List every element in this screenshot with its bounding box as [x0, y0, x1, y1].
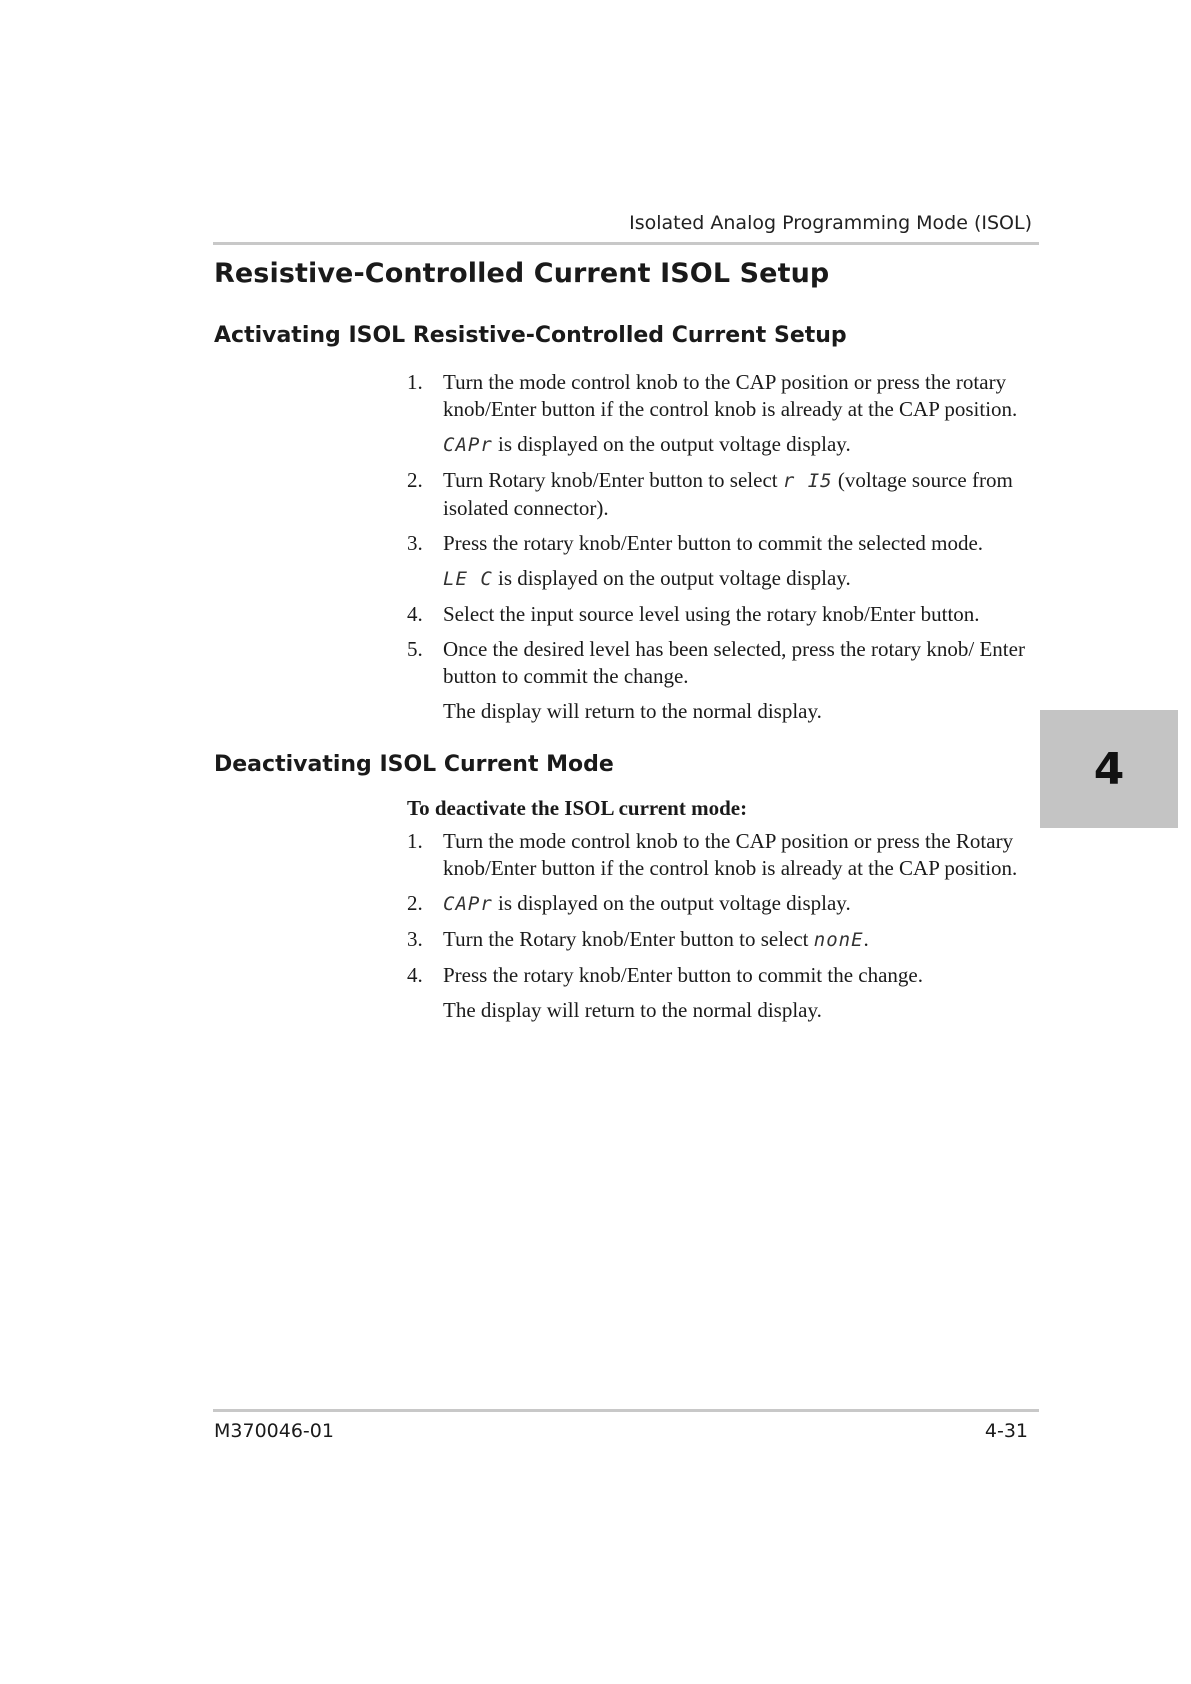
deactivating-heading: Deactivating ISOL Current Mode	[214, 752, 614, 777]
step-text: Once the desired level has been selected, press the rotary knob/ Enter button to commit the change.	[443, 637, 1025, 688]
chapter-tab	[1040, 710, 1178, 828]
doc-number: M370046-01	[214, 1420, 334, 1442]
step-note: The display will return to the normal display.	[443, 998, 822, 1022]
step-note: LE C is displayed on the output voltage display.	[443, 566, 851, 590]
lcd-readout: CAPr	[443, 434, 493, 456]
list-item	[0, 601, 1043, 628]
running-header: Isolated Analog Programming Mode (ISOL)	[629, 212, 1032, 234]
step-text: Press the rotary knob/Enter button to commit the selected mode.	[443, 531, 984, 555]
header-rule	[213, 242, 1039, 245]
section-title: Resistive-Controlled Current ISOL Setup	[214, 258, 830, 289]
deactivating-steps	[0, 795, 1191, 1032]
step-number: 3.	[407, 927, 423, 951]
lcd-readout: LE C	[443, 568, 493, 590]
list-item: 3. Turn the Rotary knob/Enter button to select nonE.	[407, 927, 869, 951]
list-item	[0, 828, 1043, 882]
list-item: 2. Turn Rotary knob/Enter button to select r I5 (voltage source from isolated connector).	[407, 468, 1013, 520]
lcd-readout: nonE	[813, 929, 864, 951]
list-item	[0, 962, 1043, 989]
step-number: 2.	[407, 468, 423, 492]
procedure-title: To deactivate the ISOL current mode:	[407, 796, 748, 820]
list-item	[0, 530, 1043, 557]
activating-heading: Activating ISOL Resistive-Controlled Current Setup	[214, 323, 847, 348]
step-number: 3.	[407, 531, 423, 555]
step-note: CAPr is displayed on the output voltage display.	[443, 432, 851, 456]
list-item	[0, 369, 1043, 423]
activating-steps	[0, 369, 1191, 733]
step-number: 4.	[407, 602, 423, 626]
lcd-readout: r I5	[782, 470, 833, 492]
step-number: 4.	[407, 963, 423, 987]
step-text: Select the input source level using the rotary knob/Enter button.	[443, 602, 980, 626]
page-number: 4-31	[984, 1420, 1028, 1442]
step-text: Turn the mode control knob to the CAP position or press the Rotary knob/Enter button if the control knob is already at the CAP position.	[443, 829, 1018, 880]
step-number: 2.	[407, 891, 423, 915]
list-item: 2. CAPr is displayed on the output voltage display.	[407, 891, 851, 915]
step-text: Press the rotary knob/Enter button to commit the change.	[443, 963, 923, 987]
step-note: The display will return to the normal display.	[443, 699, 822, 723]
step-number: 5.	[407, 637, 423, 661]
footer-rule	[213, 1409, 1039, 1412]
chapter-number: 4	[1093, 743, 1125, 795]
step-number: 1.	[407, 829, 423, 853]
list-item	[0, 636, 1043, 690]
lcd-readout: CAPr	[443, 893, 493, 915]
step-text: Turn the mode control knob to the CAP position or press the rotary knob/Enter button if the control knob is already at the CAP position.	[443, 370, 1018, 421]
step-number: 1.	[407, 370, 423, 394]
